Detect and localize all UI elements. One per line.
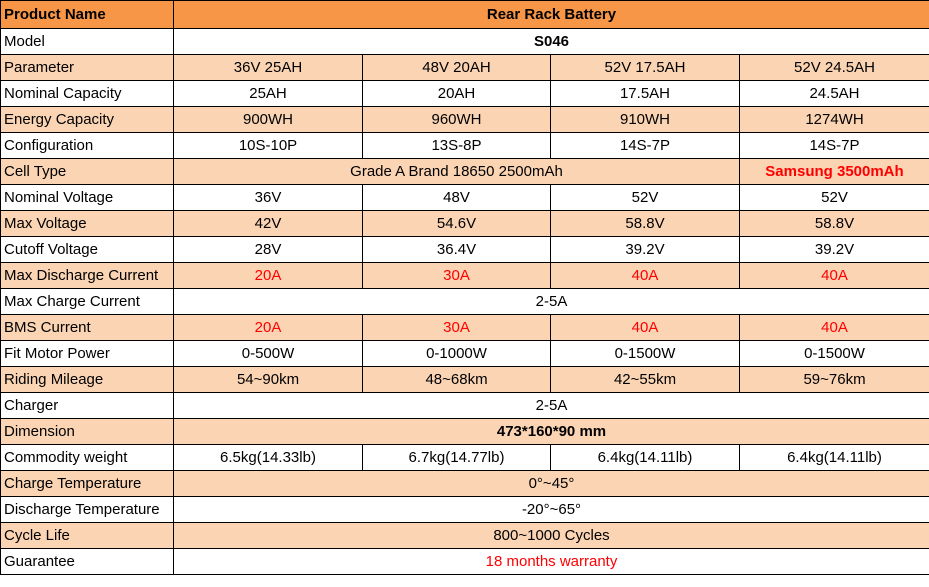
row-label: Discharge Temperature <box>1 497 174 523</box>
dimension-row <box>1 419 929 445</box>
energy-capacity-row <box>1 107 929 133</box>
row-label: Charger <box>1 393 174 419</box>
table-cell: 39.2V <box>551 237 740 263</box>
configuration-row <box>1 133 929 159</box>
table-cell: 6.4kg(14.11lb) <box>551 445 740 471</box>
row-label: BMS Current <box>1 315 174 341</box>
table-cell: 52V <box>740 185 929 211</box>
table-cell: 800~1000 Cycles <box>174 523 929 549</box>
charger-row <box>1 393 929 419</box>
table-cell: 0-500W <box>174 341 363 367</box>
table-cell: 473*160*90 mm <box>174 419 929 445</box>
nominal-voltage-row <box>1 185 929 211</box>
product-name-value: Rear Rack Battery <box>174 1 929 29</box>
guarantee-value: 18 months warranty <box>174 549 929 575</box>
bms-current-row <box>1 315 929 341</box>
row-label: Model <box>1 29 174 55</box>
table-cell: 36V <box>174 185 363 211</box>
row-label: Fit Motor Power <box>1 341 174 367</box>
table-cell: 25AH <box>174 81 363 107</box>
model-value: S046 <box>174 29 929 55</box>
cell-type-common: Grade A Brand 18650 2500mAh <box>174 159 740 185</box>
table-cell: 6.5kg(14.33lb) <box>174 445 363 471</box>
table-cell: 13S-8P <box>363 133 551 159</box>
table-cell: 20A <box>174 263 363 289</box>
row-label: Cell Type <box>1 159 174 185</box>
table-cell: 0°~45° <box>174 471 929 497</box>
table-cell: 0-1500W <box>551 341 740 367</box>
table-cell: 28V <box>174 237 363 263</box>
fit-motor-power-row <box>1 341 929 367</box>
parameter-row <box>1 55 929 81</box>
row-label: Max Voltage <box>1 211 174 237</box>
riding-mileage-row <box>1 367 929 393</box>
cycle-life-row <box>1 523 929 549</box>
row-label: Cycle Life <box>1 523 174 549</box>
table-cell: 6.7kg(14.77lb) <box>363 445 551 471</box>
row-label: Configuration <box>1 133 174 159</box>
table-cell: 17.5AH <box>551 81 740 107</box>
row-label: Commodity weight <box>1 445 174 471</box>
table-cell: 900WH <box>174 107 363 133</box>
max-charge-current-row <box>1 289 929 315</box>
table-cell: 52V 24.5AH <box>740 55 929 81</box>
table-cell: 52V 17.5AH <box>551 55 740 81</box>
table-cell: 6.4kg(14.11lb) <box>740 445 929 471</box>
table-cell: 36.4V <box>363 237 551 263</box>
table-cell: 30A <box>363 263 551 289</box>
charge-temperature-row <box>1 471 929 497</box>
cutoff-voltage-row <box>1 237 929 263</box>
table-cell: 40A <box>740 315 929 341</box>
table-cell: 42V <box>174 211 363 237</box>
commodity-weight-row <box>1 445 929 471</box>
row-label: Dimension <box>1 419 174 445</box>
table-cell: 40A <box>740 263 929 289</box>
table-cell: 24.5AH <box>740 81 929 107</box>
max-voltage-row <box>1 211 929 237</box>
row-label: Riding Mileage <box>1 367 174 393</box>
table-cell: 10S-10P <box>174 133 363 159</box>
table-cell: 910WH <box>551 107 740 133</box>
table-cell: 58.8V <box>551 211 740 237</box>
table-cell: 59~76km <box>740 367 929 393</box>
table-cell: 20AH <box>363 81 551 107</box>
max-discharge-current-row <box>1 263 929 289</box>
row-label: Cutoff Voltage <box>1 237 174 263</box>
table-cell: 54~90km <box>174 367 363 393</box>
table-cell: 0-1000W <box>363 341 551 367</box>
row-label: Parameter <box>1 55 174 81</box>
cell-type-row <box>1 159 929 185</box>
table-cell: 2-5A <box>174 289 929 315</box>
table-cell: 2-5A <box>174 393 929 419</box>
table-cell: 48V 20AH <box>363 55 551 81</box>
table-cell: 54.6V <box>363 211 551 237</box>
table-cell: 52V <box>551 185 740 211</box>
discharge-temperature-row <box>1 497 929 523</box>
model-row <box>1 29 929 55</box>
row-label: Nominal Capacity <box>1 81 174 107</box>
header-row <box>1 1 929 29</box>
table-cell: 42~55km <box>551 367 740 393</box>
table-cell: 20A <box>174 315 363 341</box>
header-label: Product Name <box>1 1 174 29</box>
table-cell: 40A <box>551 315 740 341</box>
row-label: Max Charge Current <box>1 289 174 315</box>
table-cell: 14S-7P <box>551 133 740 159</box>
table-cell: 48V <box>363 185 551 211</box>
row-label: Charge Temperature <box>1 471 174 497</box>
table-cell: 58.8V <box>740 211 929 237</box>
row-label: Max Discharge Current <box>1 263 174 289</box>
nominal-capacity-row <box>1 81 929 107</box>
table-cell: 960WH <box>363 107 551 133</box>
table-cell: 14S-7P <box>740 133 929 159</box>
cell-type-special: Samsung 3500mAh <box>740 159 929 185</box>
table-cell: 39.2V <box>740 237 929 263</box>
row-label: Nominal Voltage <box>1 185 174 211</box>
table-cell: 30A <box>363 315 551 341</box>
row-label: Energy Capacity <box>1 107 174 133</box>
table-cell: -20°~65° <box>174 497 929 523</box>
table-cell: 48~68km <box>363 367 551 393</box>
table-cell: 0-1500W <box>740 341 929 367</box>
table-cell: 40A <box>551 263 740 289</box>
table-cell: 1274WH <box>740 107 929 133</box>
row-label: Guarantee <box>1 549 174 575</box>
table-cell: 36V 25AH <box>174 55 363 81</box>
guarantee-row <box>1 549 929 575</box>
